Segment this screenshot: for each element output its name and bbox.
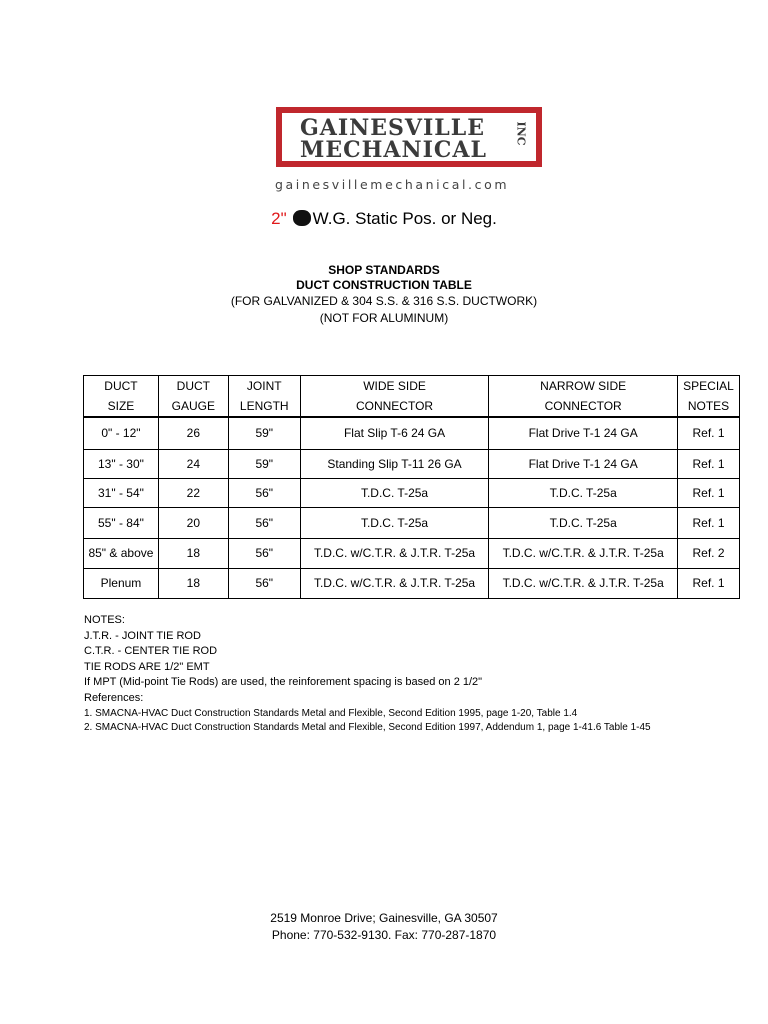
table-cell: 56" bbox=[228, 478, 300, 507]
table-cell: 24 bbox=[158, 449, 228, 478]
table-cell: T.D.C. w/C.T.R. & J.T.R. T-25a bbox=[300, 538, 489, 568]
redaction-blot bbox=[293, 210, 311, 226]
logo-frame bbox=[276, 107, 542, 167]
table-row bbox=[84, 478, 740, 507]
table-cell: 55" - 84" bbox=[84, 507, 159, 538]
table-cell: 22 bbox=[158, 478, 228, 507]
references-list bbox=[84, 707, 651, 735]
column-header: JOINT LENGTH bbox=[228, 376, 300, 418]
table-cell: T.D.C. T-25a bbox=[489, 478, 678, 507]
pressure-text: W.G. Static Pos. or Neg. bbox=[312, 209, 497, 228]
logo-text-line2: MECHANICAL bbox=[300, 137, 487, 163]
table-cell: 26 bbox=[158, 417, 228, 449]
table-cell: Flat Slip T-6 24 GA bbox=[300, 417, 489, 449]
table-cell: 59" bbox=[228, 417, 300, 449]
table-cell: Ref. 1 bbox=[678, 507, 740, 538]
table-cell: T.D.C. w/C.T.R. & J.T.R. T-25a bbox=[489, 568, 678, 598]
table-cell: Ref. 2 bbox=[678, 538, 740, 568]
table-row bbox=[84, 417, 740, 449]
table-cell: T.D.C. T-25a bbox=[300, 507, 489, 538]
table-cell: Ref. 1 bbox=[678, 568, 740, 598]
logo-text-line1: GAINESVILLE bbox=[300, 115, 485, 141]
footer-address: 2519 Monroe Drive; Gainesville, GA 30507 bbox=[270, 911, 498, 925]
table-cell: 18 bbox=[158, 538, 228, 568]
table-cell: Flat Drive T-1 24 GA bbox=[489, 449, 678, 478]
table-cell: Standing Slip T-11 26 GA bbox=[300, 449, 489, 478]
notes-heading: NOTES: bbox=[84, 614, 125, 626]
table-cell: Ref. 1 bbox=[678, 478, 740, 507]
references-heading: References: bbox=[84, 691, 144, 704]
table-row bbox=[84, 449, 740, 478]
note-line: J.T.R. - JOINT TIE ROD bbox=[84, 629, 201, 642]
table-cell: 20 bbox=[158, 507, 228, 538]
note-line: C.T.R. - CENTER TIE ROD bbox=[84, 645, 218, 658]
table-cell: 56" bbox=[228, 507, 300, 538]
note-line: If MPT (Mid-point Tie Rods) are used, the reinforement spacing is based on 2 1/2" bbox=[84, 676, 483, 689]
table-header-row bbox=[84, 376, 740, 418]
table-cell: 13" - 30" bbox=[84, 449, 159, 478]
table-cell: 0" - 12" bbox=[84, 417, 159, 449]
table-cell: T.D.C. w/C.T.R. & J.T.R. T-25a bbox=[489, 538, 678, 568]
reference-item: 1. SMACNA-HVAC Duct Construction Standards Metal and Flexible, Second Edition 1995, page 1-20, Table 1.4 bbox=[84, 708, 578, 719]
table-cell: 56" bbox=[228, 568, 300, 598]
company-logo bbox=[263, 86, 561, 197]
table-cell: 85" & above bbox=[84, 538, 159, 568]
duct-construction-table bbox=[83, 375, 740, 599]
table-cell: 56" bbox=[228, 538, 300, 568]
column-header: NARROW SIDE CONNECTOR bbox=[489, 376, 678, 418]
note-line: TIE RODS ARE 1/2" EMT bbox=[84, 660, 210, 673]
logo-url: gainesvillemechanical.com bbox=[275, 177, 510, 192]
header-exclusion: (NOT FOR ALUMINUM) bbox=[319, 311, 449, 325]
column-header: DUCT GAUGE bbox=[158, 376, 228, 418]
header-shop-standards: SHOP STANDARDS bbox=[328, 263, 440, 277]
pressure-value: 2" bbox=[271, 209, 287, 228]
table-cell: Ref. 1 bbox=[678, 449, 740, 478]
table-cell: 18 bbox=[158, 568, 228, 598]
notes-section bbox=[84, 613, 482, 707]
table-cell: 31" - 54" bbox=[84, 478, 159, 507]
footer-phone: Phone: 770-532-9130. Fax: 770-287-1870 bbox=[271, 928, 497, 942]
table-cell: Flat Drive T-1 24 GA bbox=[489, 417, 678, 449]
table-row bbox=[84, 568, 740, 598]
header-materials: (FOR GALVANIZED & 304 S.S. & 316 S.S. DUCTWORK) bbox=[230, 294, 538, 308]
table-row bbox=[84, 507, 740, 538]
column-header: DUCT SIZE bbox=[84, 376, 159, 418]
reference-item: 2. SMACNA-HVAC Duct Construction Standards Metal and Flexible, Second Edition 1997, Addendum 1, page 1-41.6 Table 1-45 bbox=[84, 722, 651, 733]
column-header: SPECIAL NOTES bbox=[678, 376, 740, 418]
logo-inc: INC bbox=[514, 121, 528, 146]
header-table-title: DUCT CONSTRUCTION TABLE bbox=[296, 278, 472, 292]
footer-contact bbox=[0, 910, 768, 944]
table-cell: T.D.C. T-25a bbox=[489, 507, 678, 538]
column-header: WIDE SIDE CONNECTOR bbox=[300, 376, 489, 418]
table-cell: Plenum bbox=[84, 568, 159, 598]
table-cell: T.D.C. w/C.T.R. & J.T.R. T-25a bbox=[300, 568, 489, 598]
table-row bbox=[84, 538, 740, 568]
table-cell: Ref. 1 bbox=[678, 417, 740, 449]
table-cell: T.D.C. T-25a bbox=[300, 478, 489, 507]
table-cell: 59" bbox=[228, 449, 300, 478]
pressure-rating bbox=[0, 209, 768, 229]
